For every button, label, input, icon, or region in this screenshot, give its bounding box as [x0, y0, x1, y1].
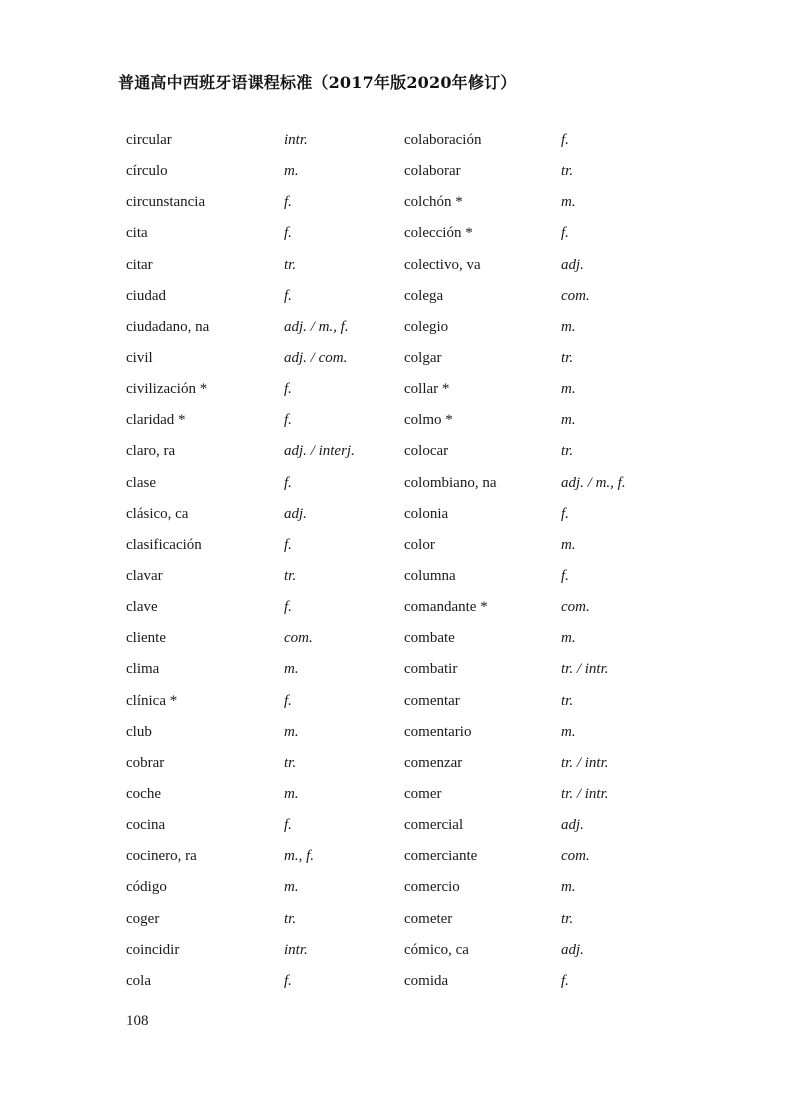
vocabulary-row: [0, 842, 800, 873]
vocabulary-row: [0, 687, 800, 718]
word-category: adj.: [561, 941, 584, 958]
word: cocina: [126, 817, 166, 834]
word: colchón *: [404, 194, 463, 211]
word-category: m.: [284, 723, 299, 740]
word-category: tr. / intr.: [561, 785, 609, 802]
word-category: tr.: [284, 754, 297, 771]
word: clima: [126, 661, 160, 678]
word: comercio: [404, 879, 460, 896]
vocabulary-row: [0, 749, 800, 780]
word-category: tr.: [561, 443, 574, 460]
vocabulary-row: [0, 188, 800, 219]
word: colección *: [404, 225, 473, 242]
word-category: f.: [561, 505, 569, 522]
word-category: m.: [284, 163, 299, 180]
vocabulary-row: [0, 469, 800, 500]
word-category: m.: [561, 536, 576, 553]
word: comandante *: [404, 599, 488, 616]
vocabulary-row: [0, 282, 800, 313]
word: cometer: [404, 910, 453, 927]
vocabulary-row: [0, 437, 800, 468]
word: clave: [126, 599, 158, 616]
word-category: m.: [561, 879, 576, 896]
word-category: m.: [561, 318, 576, 335]
word: coche: [126, 785, 161, 802]
word-category: tr.: [561, 910, 574, 927]
word: comida: [404, 972, 449, 989]
word-category: intr.: [284, 941, 308, 958]
word: colocar: [404, 443, 449, 460]
vocabulary-row: [0, 251, 800, 282]
vocabulary-row: [0, 406, 800, 437]
word-category: tr.: [561, 692, 574, 709]
word: clase: [126, 474, 156, 491]
word: colegio: [404, 318, 449, 335]
word: ciudad: [126, 287, 166, 304]
word: colonia: [404, 505, 449, 522]
word-category: f.: [284, 536, 292, 553]
word-category: tr. / intr.: [561, 661, 609, 678]
word-category: adj. / m., f.: [284, 318, 349, 335]
word: circunstancia: [126, 194, 206, 211]
word: citar: [126, 256, 153, 273]
vocabulary-row: [0, 718, 800, 749]
page-header-title: 普通高中西班牙语课程标准（2017年版2020年修订）: [118, 73, 517, 92]
word-category: f.: [561, 972, 569, 989]
vocabulary-row: [0, 344, 800, 375]
word: cobrar: [126, 754, 165, 771]
word: cliente: [126, 630, 166, 647]
word-category: f.: [284, 817, 292, 834]
word: colega: [404, 287, 444, 304]
word-category: f.: [284, 381, 292, 398]
word-category: f.: [284, 599, 292, 616]
vocabulary-row: [0, 562, 800, 593]
word-category: com.: [561, 599, 590, 616]
vocabulary-row: [0, 873, 800, 904]
word: colmo *: [404, 412, 453, 429]
word: color: [404, 536, 435, 553]
word-category: tr.: [561, 349, 574, 366]
vocabulary-row: [0, 967, 800, 998]
word: circular: [126, 132, 172, 148]
word-category: tr.: [561, 163, 574, 180]
word-category: adj.: [561, 817, 584, 834]
word: código: [126, 879, 167, 896]
word: cola: [126, 972, 151, 989]
word: clásico, ca: [126, 505, 189, 522]
word-category: tr.: [284, 910, 297, 927]
word-category: f.: [284, 194, 292, 211]
word: comentar: [404, 692, 460, 709]
word: combatir: [404, 661, 458, 678]
word: comercial: [404, 817, 464, 834]
word-category: com.: [561, 287, 590, 304]
vocabulary-row: [0, 219, 800, 250]
word-category: tr.: [284, 256, 297, 273]
vocabulary-row: [0, 780, 800, 811]
word: colaboración: [404, 132, 482, 148]
word: columna: [404, 567, 456, 584]
word: círculo: [126, 163, 168, 180]
vocabulary-row: [0, 811, 800, 842]
word: colectivo, va: [404, 256, 481, 273]
word-category: f.: [284, 972, 292, 989]
word: claridad *: [126, 412, 186, 429]
word-category: adj.: [284, 505, 307, 522]
word: ciudadano, na: [126, 318, 210, 335]
vocabulary-row: [0, 905, 800, 936]
vocabulary-row: [0, 655, 800, 686]
word-category: m.: [284, 785, 299, 802]
word: cocinero, ra: [126, 848, 197, 865]
word: colgar: [404, 349, 442, 366]
word-category: tr.: [284, 567, 297, 584]
word-category: com.: [561, 848, 590, 865]
word-category: m.: [561, 381, 576, 398]
word-category: m., f.: [284, 848, 314, 865]
word: clasificación: [126, 536, 202, 553]
word-category: adj. / m., f.: [561, 474, 626, 491]
word: comer: [404, 785, 442, 802]
word: cómico, ca: [404, 941, 469, 958]
vocabulary-list: [0, 126, 800, 998]
word: comenzar: [404, 754, 463, 771]
word-category: f.: [284, 474, 292, 491]
word: cita: [126, 225, 148, 242]
vocabulary-row: [0, 157, 800, 188]
word: collar *: [404, 381, 450, 398]
word: clínica *: [126, 692, 178, 709]
page-number: 108: [126, 1013, 149, 1029]
word-category: m.: [561, 194, 576, 211]
vocabulary-row: [0, 500, 800, 531]
word-category: m.: [284, 661, 299, 678]
word: comentario: [404, 723, 472, 740]
word: club: [126, 723, 152, 740]
vocabulary-row: [0, 375, 800, 406]
word-category: m.: [561, 412, 576, 429]
word-category: adj. / interj.: [284, 443, 355, 460]
word-category: tr. / intr.: [561, 754, 609, 771]
vocabulary-row: [0, 936, 800, 967]
vocabulary-row: [0, 126, 800, 157]
word-category: f.: [561, 567, 569, 584]
word: civil: [126, 349, 153, 366]
vocabulary-row: [0, 624, 800, 655]
word-category: f.: [561, 225, 569, 242]
vocabulary-row: [0, 531, 800, 562]
word-category: m.: [284, 879, 299, 896]
vocabulary-row: [0, 313, 800, 344]
word-category: f.: [284, 225, 292, 242]
word-category: adj. / com.: [284, 349, 348, 366]
vocabulary-row: [0, 593, 800, 624]
word-category: com.: [284, 630, 313, 647]
word: civilización *: [126, 381, 208, 398]
word: coger: [126, 910, 160, 927]
word-category: f.: [284, 412, 292, 429]
word-category: adj.: [561, 256, 584, 273]
word: claro, ra: [126, 443, 176, 460]
word-category: f.: [284, 692, 292, 709]
word: coincidir: [126, 941, 180, 958]
word-category: m.: [561, 723, 576, 740]
word: colaborar: [404, 163, 461, 180]
word-category: intr.: [284, 132, 308, 148]
word: comerciante: [404, 848, 478, 865]
word: colombiano, na: [404, 474, 497, 491]
word: clavar: [126, 567, 163, 584]
word-category: f.: [284, 287, 292, 304]
word: combate: [404, 630, 455, 647]
word-category: m.: [561, 630, 576, 647]
word-category: f.: [561, 132, 569, 148]
